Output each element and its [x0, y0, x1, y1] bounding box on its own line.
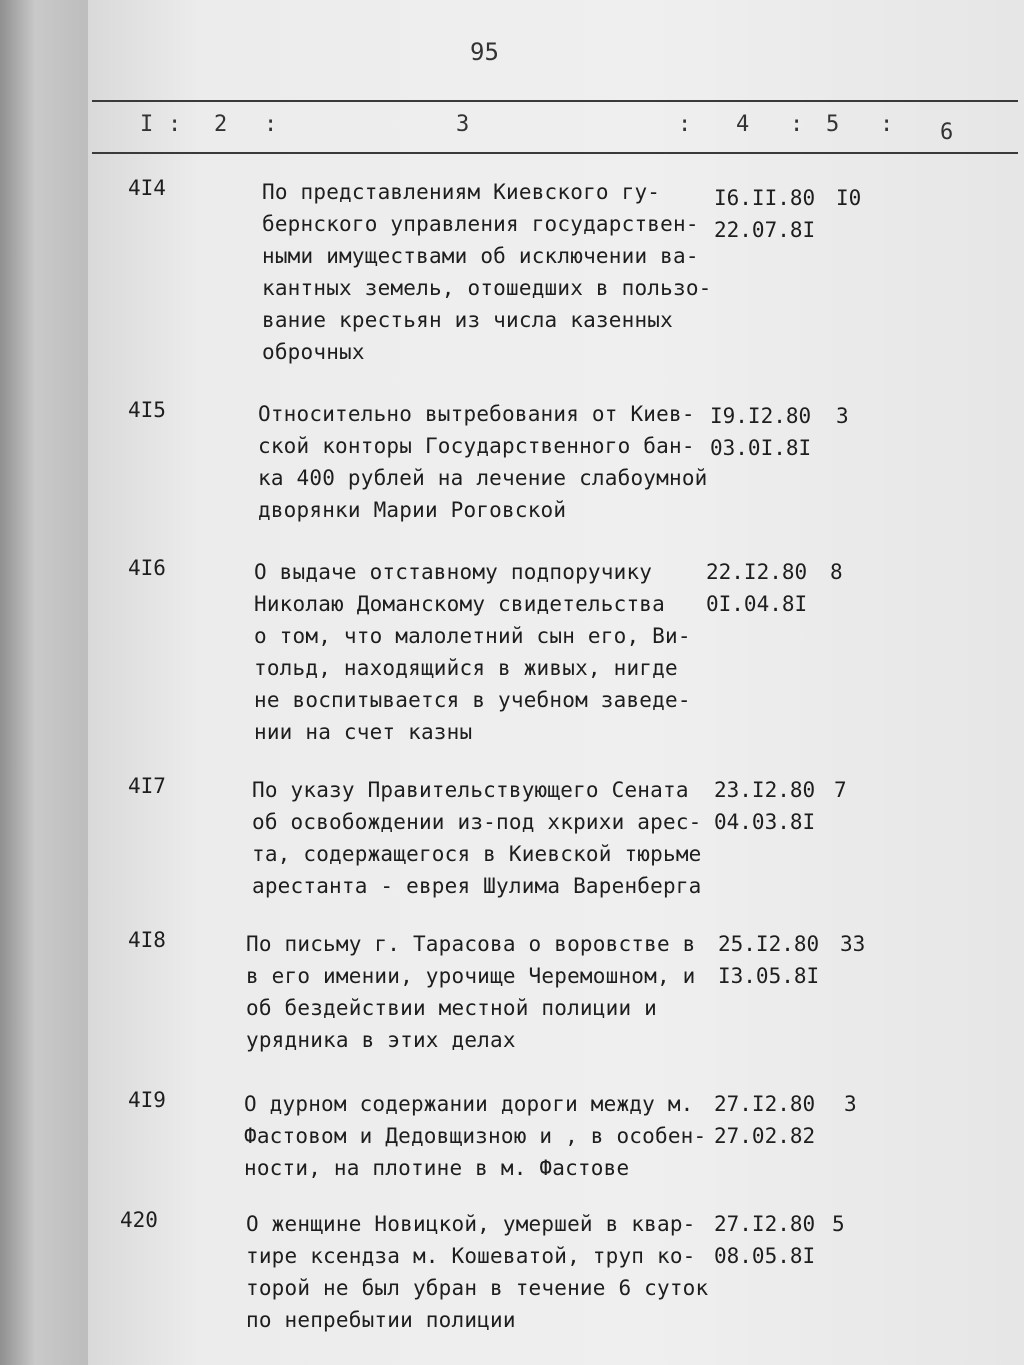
- column-separator: :: [880, 112, 894, 137]
- entry-dates: I6.II.80 22.07.8I: [714, 186, 816, 242]
- entry-description: О выдаче отставному подпоручику Николаю Доманскому свидетельства о том, что малолетний сын его, Ви- тольд, находящийся в живых, нигде не воспитывается в учебном заведе- нии на счет казны: [254, 560, 691, 744]
- entry-description: Относительно вытребования от Киев- ской конторы Государственного бан- ка 400 рублей на лечение слабоумной дворянки Марии Роговской: [258, 402, 708, 522]
- column-separator: :: [790, 112, 804, 137]
- entry-number: 4I8: [128, 928, 166, 952]
- entry-sheet-count: I0: [836, 186, 862, 210]
- entry-sheet-count: 8: [830, 560, 843, 584]
- entry-dates: 22.I2.80 0I.04.8I: [706, 560, 808, 616]
- column-header-2: 2: [214, 112, 228, 137]
- entry-sheet-count: 33: [840, 932, 866, 956]
- column-separator: :: [264, 112, 278, 137]
- column-separator: :: [168, 112, 182, 137]
- column-header-1: I: [140, 112, 154, 137]
- entry-description: По указу Правительствующего Сената об освобождении из-под хкрихи арес- та, содержащегося в Киевской тюрьме арестанта - еврея Шулима Варенберга: [252, 778, 702, 898]
- entry-dates: 27.I2.80 27.02.82: [714, 1092, 816, 1148]
- entry-number: 4I6: [128, 556, 166, 580]
- entry-sheet-count: 7: [834, 778, 847, 802]
- entry-sheet-count: 3: [836, 404, 849, 428]
- entry-number: 4I5: [128, 398, 166, 422]
- entry-number: 4I9: [128, 1088, 166, 1112]
- column-header-5: 5: [826, 112, 840, 137]
- column-separator: :: [678, 112, 692, 137]
- entry-number: 420: [120, 1208, 158, 1232]
- entry-sheet-count: 3: [844, 1092, 857, 1116]
- column-header-4: 4: [736, 112, 750, 137]
- entry-dates: 27.I2.80 08.05.8I: [714, 1212, 816, 1268]
- entry-number: 4I4: [128, 176, 166, 200]
- entry-dates: 23.I2.80 04.03.8I: [714, 778, 816, 834]
- entry-description: О женщине Новицкой, умершей в квар- тире ксендза м. Кошеватой, труп ко- торой не был убран в течение 6 суток по непребытии полиции: [246, 1212, 709, 1332]
- entry-description: О дурном содержании дороги между м. Фастовом и Дедовщизною и , в особен- ности, на плотине в м. Фастове: [244, 1092, 707, 1180]
- entry-dates: I9.I2.80 03.0I.8I: [710, 404, 812, 460]
- column-header-3: 3: [456, 112, 470, 137]
- header-top-rule: [92, 100, 1018, 102]
- entry-number: 4I7: [128, 774, 166, 798]
- header-bottom-rule: [92, 152, 1018, 154]
- entry-sheet-count: 5: [832, 1212, 845, 1236]
- entry-description: По письму г. Тарасова о воровстве в в его имении, урочище Черемошном, и об бездействии местной полиции и урядника в этих делах: [246, 932, 696, 1052]
- adjacent-page-edge: [0, 0, 88, 1365]
- column-header-6: 6: [940, 120, 954, 145]
- entry-description: По представлениям Киевского гу- бернского управления государствен- ными имуществами об исключении ва- кантных земель, отошедших в пользо- вание крестьян из числа казенных оброчных: [262, 180, 712, 364]
- entry-dates: 25.I2.80 I3.05.8I: [718, 932, 820, 988]
- document-page: [88, 0, 1024, 1365]
- page-number: 95: [470, 38, 499, 66]
